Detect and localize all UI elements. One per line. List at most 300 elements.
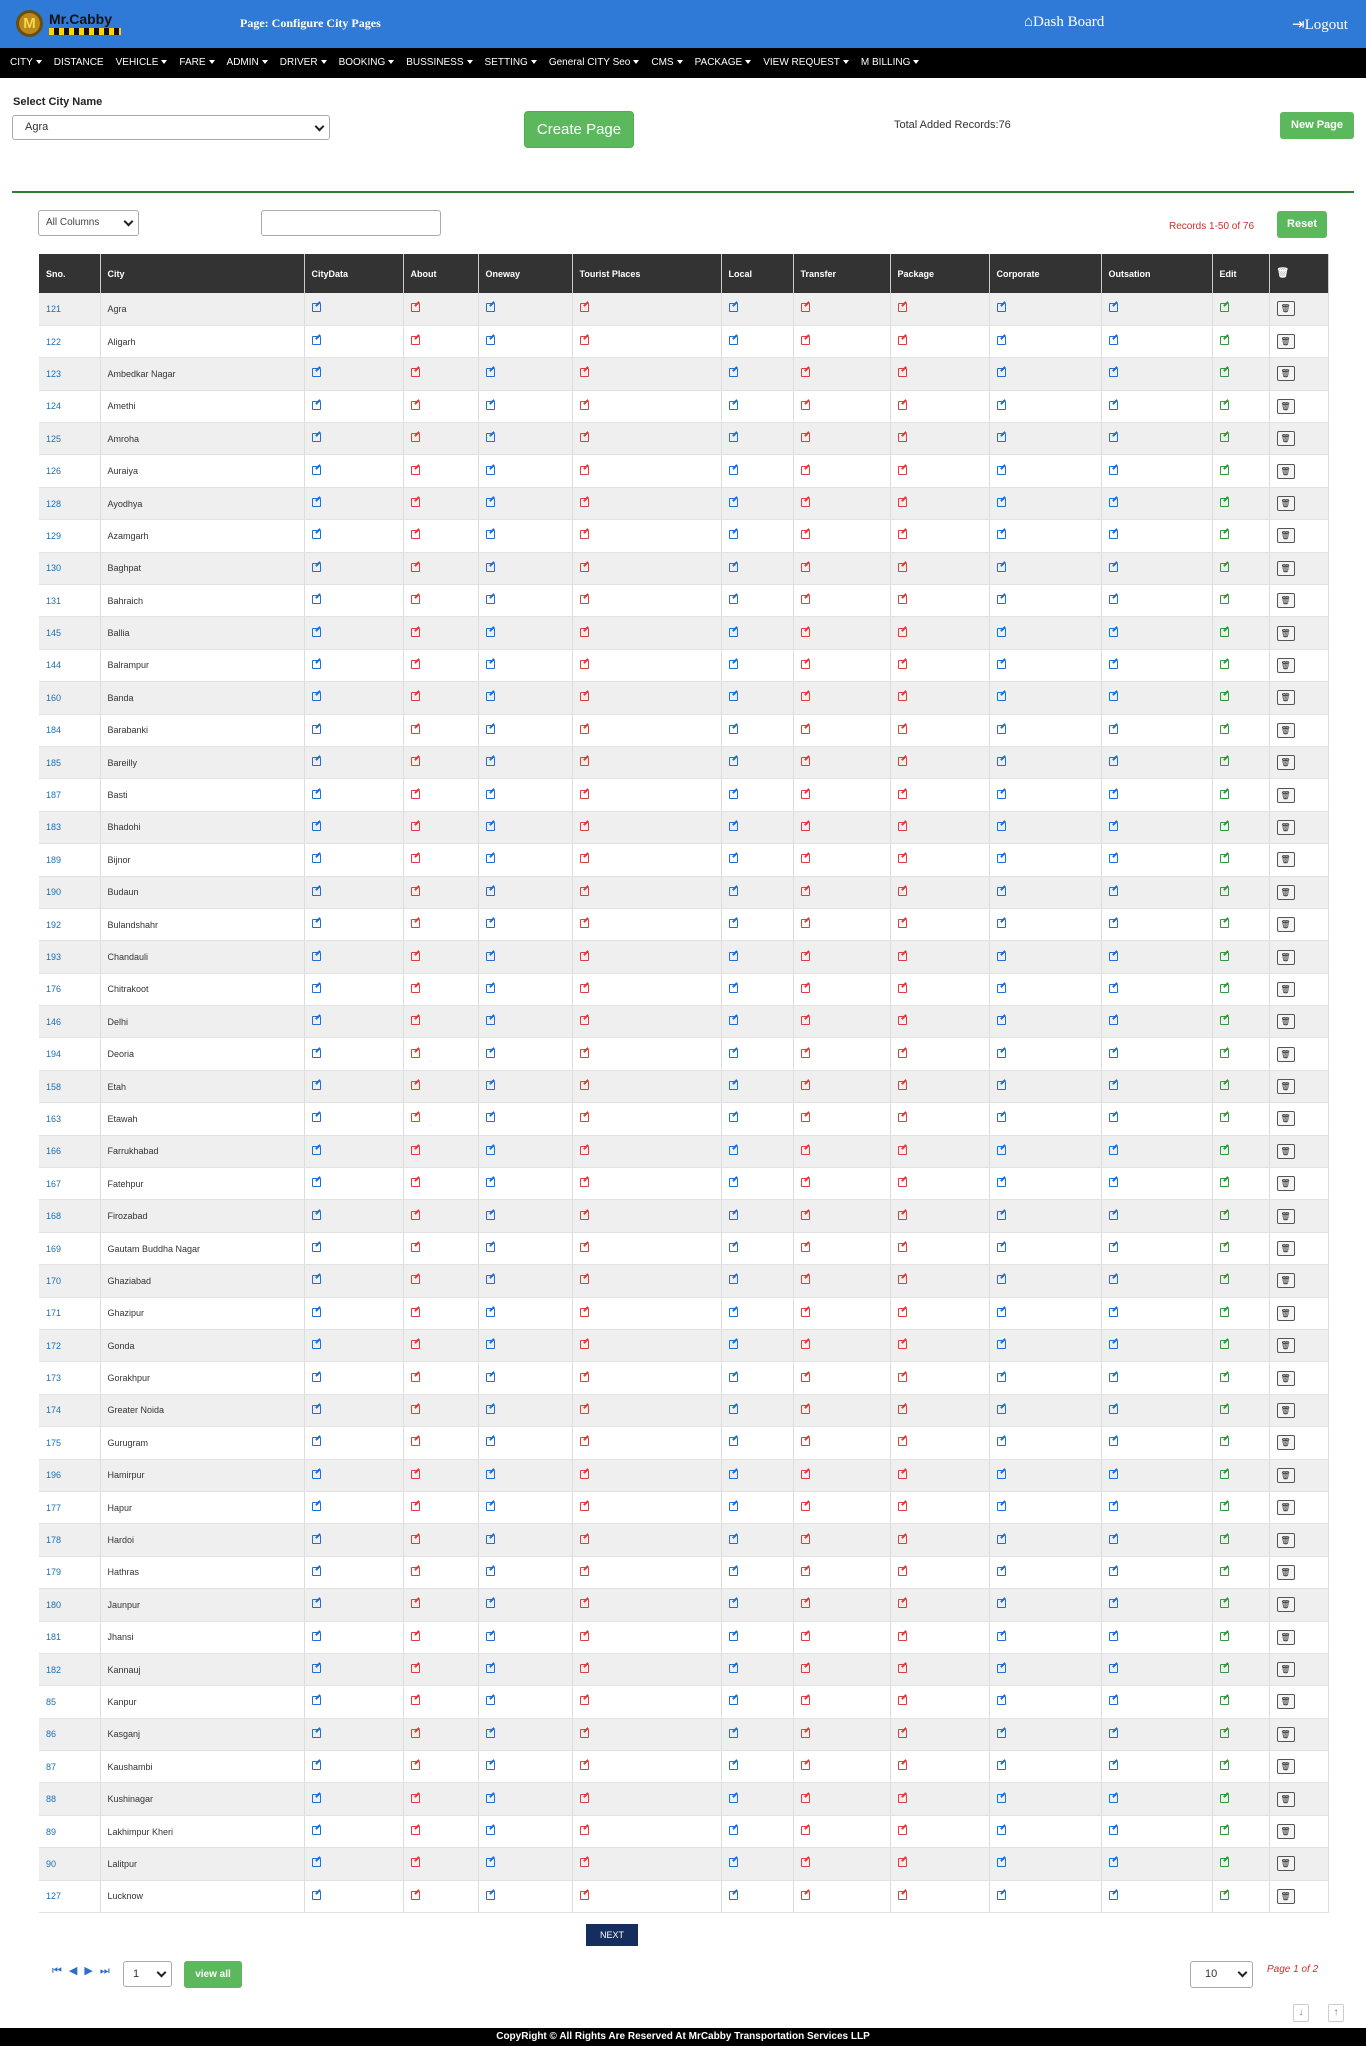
edit-icon[interactable]: [580, 887, 589, 896]
edit-icon[interactable]: [1109, 1146, 1118, 1155]
edit-icon[interactable]: [801, 1373, 810, 1382]
edit-icon[interactable]: [997, 563, 1006, 572]
edit-icon[interactable]: [580, 1016, 589, 1025]
edit-icon[interactable]: [1220, 1243, 1229, 1252]
edit-icon[interactable]: [312, 1599, 321, 1608]
delete-icon[interactable]: 🗑: [1277, 496, 1295, 511]
edit-icon[interactable]: [1109, 1858, 1118, 1867]
edit-icon[interactable]: [1220, 1081, 1229, 1090]
logout-link[interactable]: [1292, 15, 1348, 34]
edit-icon[interactable]: [486, 1794, 495, 1803]
edit-icon[interactable]: [1109, 1599, 1118, 1608]
edit-icon[interactable]: [1109, 498, 1118, 507]
edit-icon[interactable]: [580, 1243, 589, 1252]
edit-icon[interactable]: [411, 433, 420, 442]
edit-icon[interactable]: [801, 1729, 810, 1738]
edit-icon[interactable]: [411, 1794, 420, 1803]
edit-icon[interactable]: [411, 1275, 420, 1284]
delete-icon[interactable]: 🗑: [1277, 1047, 1295, 1062]
edit-icon[interactable]: [997, 757, 1006, 766]
edit-icon[interactable]: [898, 1211, 907, 1220]
edit-icon[interactable]: [312, 984, 321, 993]
edit-icon[interactable]: [1220, 303, 1229, 312]
edit-icon[interactable]: [801, 984, 810, 993]
edit-icon[interactable]: [580, 1761, 589, 1770]
edit-icon[interactable]: [312, 919, 321, 928]
edit-icon[interactable]: [1109, 1891, 1118, 1900]
edit-icon[interactable]: [997, 1794, 1006, 1803]
edit-icon[interactable]: [801, 433, 810, 442]
edit-icon[interactable]: [1220, 1794, 1229, 1803]
edit-icon[interactable]: [997, 530, 1006, 539]
edit-icon[interactable]: [486, 1081, 495, 1090]
edit-icon[interactable]: [997, 725, 1006, 734]
edit-icon[interactable]: [312, 1308, 321, 1317]
edit-icon[interactable]: [1109, 628, 1118, 637]
edit-icon[interactable]: [1220, 1761, 1229, 1770]
edit-icon[interactable]: [580, 530, 589, 539]
edit-icon[interactable]: [898, 757, 907, 766]
edit-icon[interactable]: [486, 1373, 495, 1382]
edit-icon[interactable]: [486, 1891, 495, 1900]
edit-icon[interactable]: [411, 336, 420, 345]
edit-icon[interactable]: [1220, 822, 1229, 831]
edit-icon[interactable]: [997, 1502, 1006, 1511]
edit-icon[interactable]: [898, 822, 907, 831]
edit-icon[interactable]: [312, 1502, 321, 1511]
edit-icon[interactable]: [312, 1826, 321, 1835]
edit-icon[interactable]: [997, 303, 1006, 312]
edit-icon[interactable]: [411, 1761, 420, 1770]
delete-icon[interactable]: 🗑: [1277, 1856, 1295, 1871]
edit-icon[interactable]: [1220, 1696, 1229, 1705]
edit-icon[interactable]: [1220, 401, 1229, 410]
delete-icon[interactable]: 🗑: [1277, 1824, 1295, 1839]
edit-icon[interactable]: [801, 628, 810, 637]
edit-icon[interactable]: [729, 1470, 738, 1479]
edit-icon[interactable]: [729, 887, 738, 896]
edit-icon[interactable]: [411, 303, 420, 312]
edit-icon[interactable]: [898, 660, 907, 669]
edit-icon[interactable]: [312, 822, 321, 831]
edit-icon[interactable]: [486, 1535, 495, 1544]
edit-icon[interactable]: [486, 1275, 495, 1284]
edit-icon[interactable]: [801, 498, 810, 507]
edit-icon[interactable]: [1109, 1373, 1118, 1382]
edit-icon[interactable]: [1109, 1081, 1118, 1090]
edit-icon[interactable]: [411, 1243, 420, 1252]
delete-icon[interactable]: 🗑: [1277, 1111, 1295, 1126]
edit-icon[interactable]: [312, 1211, 321, 1220]
edit-icon[interactable]: [411, 530, 420, 539]
edit-icon[interactable]: [729, 984, 738, 993]
edit-icon[interactable]: [997, 1826, 1006, 1835]
edit-icon[interactable]: [898, 336, 907, 345]
edit-icon[interactable]: [1109, 401, 1118, 410]
nav-item-bussiness[interactable]: [406, 48, 472, 78]
edit-icon[interactable]: [580, 1340, 589, 1349]
edit-icon[interactable]: [580, 1502, 589, 1511]
edit-icon[interactable]: [1220, 433, 1229, 442]
edit-icon[interactable]: [486, 1664, 495, 1673]
edit-icon[interactable]: [997, 1599, 1006, 1608]
edit-icon[interactable]: [486, 854, 495, 863]
edit-icon[interactable]: [898, 692, 907, 701]
edit-icon[interactable]: [898, 595, 907, 604]
edit-icon[interactable]: [580, 595, 589, 604]
edit-icon[interactable]: [997, 498, 1006, 507]
edit-icon[interactable]: [312, 1373, 321, 1382]
edit-icon[interactable]: [580, 1664, 589, 1673]
nav-item-driver[interactable]: [280, 48, 327, 78]
edit-icon[interactable]: [1220, 368, 1229, 377]
edit-icon[interactable]: [1220, 1567, 1229, 1576]
edit-icon[interactable]: [1220, 887, 1229, 896]
edit-icon[interactable]: [486, 1049, 495, 1058]
edit-icon[interactable]: [997, 336, 1006, 345]
edit-icon[interactable]: [486, 660, 495, 669]
edit-icon[interactable]: [486, 822, 495, 831]
edit-icon[interactable]: [898, 1729, 907, 1738]
edit-icon[interactable]: [898, 1696, 907, 1705]
edit-icon[interactable]: [729, 1502, 738, 1511]
edit-icon[interactable]: [411, 1599, 420, 1608]
edit-icon[interactable]: [801, 1081, 810, 1090]
edit-icon[interactable]: [729, 1535, 738, 1544]
edit-icon[interactable]: [997, 692, 1006, 701]
delete-icon[interactable]: 🗑: [1277, 1403, 1295, 1418]
edit-icon[interactable]: [1220, 595, 1229, 604]
edit-icon[interactable]: [1220, 1113, 1229, 1122]
edit-icon[interactable]: [1109, 854, 1118, 863]
delete-icon[interactable]: 🗑: [1277, 1792, 1295, 1807]
edit-icon[interactable]: [1220, 1891, 1229, 1900]
edit-icon[interactable]: [580, 1081, 589, 1090]
edit-icon[interactable]: [1220, 1211, 1229, 1220]
edit-icon[interactable]: [898, 887, 907, 896]
edit-icon[interactable]: [801, 1340, 810, 1349]
edit-icon[interactable]: [898, 1761, 907, 1770]
edit-icon[interactable]: [1109, 1113, 1118, 1122]
edit-icon[interactable]: [312, 1567, 321, 1576]
edit-icon[interactable]: [997, 952, 1006, 961]
edit-icon[interactable]: [486, 725, 495, 734]
edit-icon[interactable]: [312, 1178, 321, 1187]
edit-icon[interactable]: [997, 984, 1006, 993]
edit-icon[interactable]: [486, 1211, 495, 1220]
edit-icon[interactable]: [411, 628, 420, 637]
edit-icon[interactable]: [801, 822, 810, 831]
edit-icon[interactable]: [312, 1664, 321, 1673]
edit-icon[interactable]: [729, 1632, 738, 1641]
edit-icon[interactable]: [1220, 530, 1229, 539]
edit-icon[interactable]: [411, 466, 420, 475]
edit-icon[interactable]: [1220, 498, 1229, 507]
edit-icon[interactable]: [729, 1826, 738, 1835]
edit-icon[interactable]: [898, 1178, 907, 1187]
edit-icon[interactable]: [1220, 952, 1229, 961]
edit-icon[interactable]: [411, 1081, 420, 1090]
edit-icon[interactable]: [411, 595, 420, 604]
scroll-up-icon[interactable]: ↑: [1328, 2004, 1344, 2022]
edit-icon[interactable]: [312, 1535, 321, 1544]
edit-icon[interactable]: [1220, 336, 1229, 345]
edit-icon[interactable]: [898, 303, 907, 312]
edit-icon[interactable]: [580, 790, 589, 799]
edit-icon[interactable]: [312, 1049, 321, 1058]
edit-icon[interactable]: [997, 1243, 1006, 1252]
delete-icon[interactable]: 🗑: [1277, 1630, 1295, 1645]
edit-icon[interactable]: [312, 368, 321, 377]
edit-icon[interactable]: [486, 1858, 495, 1867]
delete-icon[interactable]: 🗑: [1277, 1759, 1295, 1774]
edit-icon[interactable]: [729, 401, 738, 410]
first-page-icon[interactable]: ⏮: [52, 1965, 63, 1977]
edit-icon[interactable]: [801, 1502, 810, 1511]
edit-icon[interactable]: [729, 790, 738, 799]
edit-icon[interactable]: [898, 1535, 907, 1544]
edit-icon[interactable]: [1109, 1632, 1118, 1641]
edit-icon[interactable]: [997, 1437, 1006, 1446]
delete-icon[interactable]: 🗑: [1277, 1533, 1295, 1548]
edit-icon[interactable]: [1220, 1664, 1229, 1673]
edit-icon[interactable]: [729, 1567, 738, 1576]
edit-icon[interactable]: [898, 1243, 907, 1252]
edit-icon[interactable]: [997, 660, 1006, 669]
edit-icon[interactable]: [486, 595, 495, 604]
edit-icon[interactable]: [801, 692, 810, 701]
edit-icon[interactable]: [486, 303, 495, 312]
edit-icon[interactable]: [580, 854, 589, 863]
edit-icon[interactable]: [997, 1632, 1006, 1641]
edit-icon[interactable]: [729, 1211, 738, 1220]
delete-icon[interactable]: 🗑: [1277, 1565, 1295, 1580]
edit-icon[interactable]: [486, 692, 495, 701]
edit-icon[interactable]: [1109, 1826, 1118, 1835]
edit-icon[interactable]: [729, 1113, 738, 1122]
edit-icon[interactable]: [1220, 1437, 1229, 1446]
edit-icon[interactable]: [898, 368, 907, 377]
edit-icon[interactable]: [486, 1502, 495, 1511]
edit-icon[interactable]: [997, 919, 1006, 928]
edit-icon[interactable]: [729, 628, 738, 637]
edit-icon[interactable]: [801, 1275, 810, 1284]
edit-icon[interactable]: [580, 952, 589, 961]
edit-icon[interactable]: [997, 401, 1006, 410]
edit-icon[interactable]: [997, 595, 1006, 604]
edit-icon[interactable]: [411, 725, 420, 734]
edit-icon[interactable]: [486, 1405, 495, 1414]
edit-icon[interactable]: [312, 887, 321, 896]
edit-icon[interactable]: [1109, 887, 1118, 896]
edit-icon[interactable]: [1109, 1243, 1118, 1252]
edit-icon[interactable]: [486, 1146, 495, 1155]
edit-icon[interactable]: [1109, 919, 1118, 928]
edit-icon[interactable]: [898, 1275, 907, 1284]
edit-icon[interactable]: [580, 1535, 589, 1544]
per-page-select[interactable]: [1190, 1961, 1253, 1988]
edit-icon[interactable]: [801, 919, 810, 928]
edit-icon[interactable]: [1109, 1794, 1118, 1803]
delete-icon[interactable]: 🗑: [1277, 399, 1295, 414]
edit-icon[interactable]: [729, 1146, 738, 1155]
delete-icon[interactable]: 🗑: [1277, 1727, 1295, 1742]
delete-icon[interactable]: 🗑: [1277, 1500, 1295, 1515]
delete-icon[interactable]: 🗑: [1277, 626, 1295, 641]
edit-icon[interactable]: [312, 790, 321, 799]
page-number-select[interactable]: [123, 1961, 172, 1987]
edit-icon[interactable]: [580, 1729, 589, 1738]
edit-icon[interactable]: [729, 692, 738, 701]
edit-icon[interactable]: [801, 1470, 810, 1479]
edit-icon[interactable]: [411, 1049, 420, 1058]
edit-icon[interactable]: [1220, 1858, 1229, 1867]
edit-icon[interactable]: [1220, 1275, 1229, 1284]
edit-icon[interactable]: [1220, 1729, 1229, 1738]
edit-icon[interactable]: [486, 1696, 495, 1705]
edit-icon[interactable]: [312, 401, 321, 410]
edit-icon[interactable]: [801, 1113, 810, 1122]
reset-button[interactable]: Reset: [1277, 211, 1327, 238]
edit-icon[interactable]: [898, 563, 907, 572]
edit-icon[interactable]: [312, 1470, 321, 1479]
edit-icon[interactable]: [729, 1340, 738, 1349]
edit-icon[interactable]: [486, 1826, 495, 1835]
edit-icon[interactable]: [729, 952, 738, 961]
edit-icon[interactable]: [486, 887, 495, 896]
edit-icon[interactable]: [898, 1891, 907, 1900]
edit-icon[interactable]: [486, 1113, 495, 1122]
edit-icon[interactable]: [898, 1632, 907, 1641]
edit-icon[interactable]: [997, 1729, 1006, 1738]
edit-icon[interactable]: [411, 1729, 420, 1738]
edit-icon[interactable]: [898, 466, 907, 475]
edit-icon[interactable]: [1109, 1049, 1118, 1058]
edit-icon[interactable]: [580, 1373, 589, 1382]
edit-icon[interactable]: [1220, 1146, 1229, 1155]
edit-icon[interactable]: [801, 303, 810, 312]
edit-icon[interactable]: [801, 595, 810, 604]
edit-icon[interactable]: [898, 530, 907, 539]
edit-icon[interactable]: [801, 336, 810, 345]
edit-icon[interactable]: [486, 1437, 495, 1446]
edit-icon[interactable]: [801, 1826, 810, 1835]
edit-icon[interactable]: [729, 1308, 738, 1317]
edit-icon[interactable]: [411, 1502, 420, 1511]
last-page-icon[interactable]: ⏭: [99, 1965, 111, 1977]
edit-icon[interactable]: [486, 433, 495, 442]
edit-icon[interactable]: [729, 1081, 738, 1090]
edit-icon[interactable]: [1109, 1567, 1118, 1576]
edit-icon[interactable]: [729, 660, 738, 669]
edit-icon[interactable]: [898, 628, 907, 637]
edit-icon[interactable]: [1220, 725, 1229, 734]
delete-icon[interactable]: 🗑: [1277, 1014, 1295, 1029]
edit-icon[interactable]: [411, 1891, 420, 1900]
edit-icon[interactable]: [411, 1016, 420, 1025]
nav-item-cms[interactable]: [651, 48, 682, 78]
edit-icon[interactable]: [898, 1049, 907, 1058]
edit-icon[interactable]: [1109, 790, 1118, 799]
edit-icon[interactable]: [486, 1729, 495, 1738]
delete-icon[interactable]: 🗑: [1277, 820, 1295, 835]
edit-icon[interactable]: [1220, 1373, 1229, 1382]
edit-icon[interactable]: [1109, 725, 1118, 734]
create-page-button[interactable]: Create Page: [524, 111, 634, 148]
edit-icon[interactable]: [1220, 790, 1229, 799]
edit-icon[interactable]: [1109, 1470, 1118, 1479]
edit-icon[interactable]: [997, 822, 1006, 831]
edit-icon[interactable]: [486, 368, 495, 377]
edit-icon[interactable]: [898, 1599, 907, 1608]
edit-icon[interactable]: [801, 854, 810, 863]
edit-icon[interactable]: [729, 368, 738, 377]
edit-icon[interactable]: [580, 1405, 589, 1414]
edit-icon[interactable]: [801, 757, 810, 766]
delete-icon[interactable]: 🗑: [1277, 593, 1295, 608]
edit-icon[interactable]: [898, 952, 907, 961]
edit-icon[interactable]: [801, 1437, 810, 1446]
edit-icon[interactable]: [580, 1470, 589, 1479]
edit-icon[interactable]: [580, 660, 589, 669]
edit-icon[interactable]: [801, 1599, 810, 1608]
edit-icon[interactable]: [411, 1405, 420, 1414]
edit-icon[interactable]: [729, 725, 738, 734]
edit-icon[interactable]: [312, 1081, 321, 1090]
edit-icon[interactable]: [411, 692, 420, 701]
edit-icon[interactable]: [312, 1794, 321, 1803]
edit-icon[interactable]: [312, 1243, 321, 1252]
edit-icon[interactable]: [1220, 919, 1229, 928]
edit-icon[interactable]: [729, 1891, 738, 1900]
edit-icon[interactable]: [580, 1794, 589, 1803]
edit-icon[interactable]: [580, 1308, 589, 1317]
edit-icon[interactable]: [1220, 660, 1229, 669]
edit-icon[interactable]: [997, 1858, 1006, 1867]
edit-icon[interactable]: [997, 1664, 1006, 1673]
edit-icon[interactable]: [1109, 1535, 1118, 1544]
edit-icon[interactable]: [729, 1794, 738, 1803]
edit-icon[interactable]: [312, 1761, 321, 1770]
nav-item-fare[interactable]: [179, 48, 214, 78]
edit-icon[interactable]: [997, 1211, 1006, 1220]
edit-icon[interactable]: [1109, 984, 1118, 993]
edit-icon[interactable]: [486, 498, 495, 507]
edit-icon[interactable]: [729, 1016, 738, 1025]
edit-icon[interactable]: [997, 1308, 1006, 1317]
edit-icon[interactable]: [898, 984, 907, 993]
edit-icon[interactable]: [801, 952, 810, 961]
edit-icon[interactable]: [801, 1794, 810, 1803]
edit-icon[interactable]: [411, 1470, 420, 1479]
edit-icon[interactable]: [486, 563, 495, 572]
edit-icon[interactable]: [1220, 1470, 1229, 1479]
edit-icon[interactable]: [486, 1243, 495, 1252]
edit-icon[interactable]: [312, 660, 321, 669]
delete-icon[interactable]: 🗑: [1277, 690, 1295, 705]
edit-icon[interactable]: [997, 1567, 1006, 1576]
edit-icon[interactable]: [411, 887, 420, 896]
edit-icon[interactable]: [729, 1729, 738, 1738]
edit-icon[interactable]: [411, 790, 420, 799]
edit-icon[interactable]: [729, 1858, 738, 1867]
edit-icon[interactable]: [312, 1113, 321, 1122]
edit-icon[interactable]: [1109, 822, 1118, 831]
edit-icon[interactable]: [411, 1567, 420, 1576]
edit-icon[interactable]: [898, 1373, 907, 1382]
edit-icon[interactable]: [486, 952, 495, 961]
prev-page-icon[interactable]: ◀: [68, 1965, 79, 1977]
